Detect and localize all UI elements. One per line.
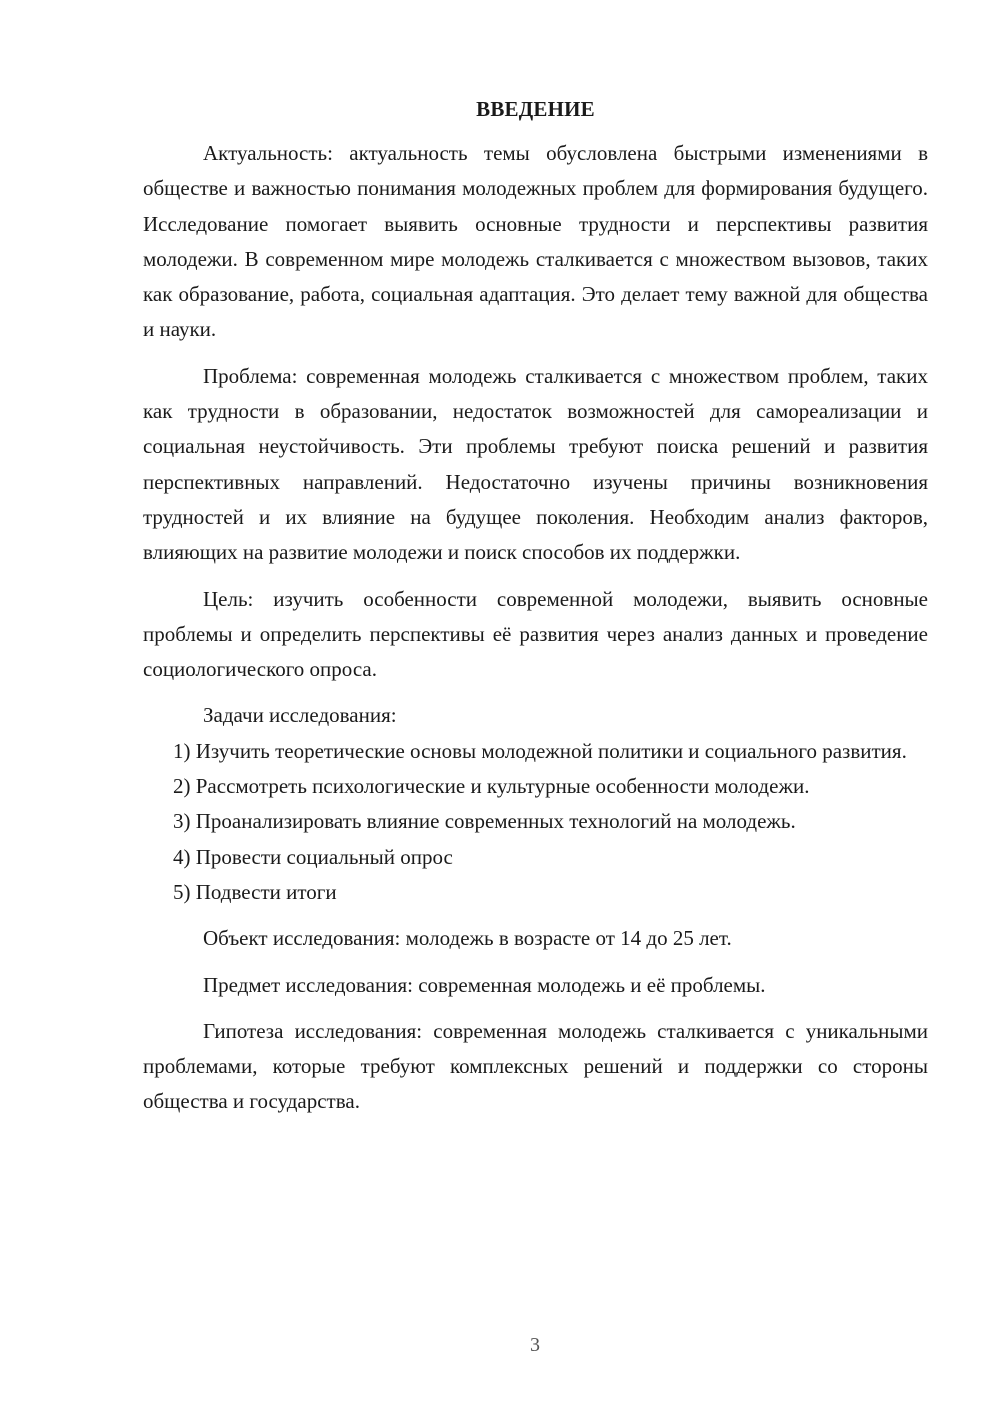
tasks-heading: Задачи исследования: xyxy=(203,703,397,728)
list-item: 5) Подвести итоги xyxy=(173,879,337,904)
tasks-list xyxy=(143,734,928,910)
list-item: 2) Рассмотреть психологические и культурные особенности молодежи. xyxy=(173,774,810,799)
list-item: 3) Проанализировать влияние современных технологий на молодежь. xyxy=(173,809,796,834)
page-number: 3 xyxy=(530,1334,540,1356)
paragraph-problem: Проблема: современная молодежь сталкивается с множеством проблем, таких как трудности в образовании, недостаток возможностей для самореализации и социальная неустойчивость. Эти проблемы требуют поиска решений и развития перспективных направлений. Недостаточно изучены причины возникновения трудностей и их влияние на будущее поколения. Необходим анализ факторов, влияющих на развитие молодежи и поиск способов их поддержки. xyxy=(143,363,928,565)
paragraph-object: Объект исследования: молодежь в возрасте от 14 до 25 лет. xyxy=(203,926,732,951)
paragraph-relevance: Актуальность: актуальность темы обусловлена быстрыми изменениями в обществе и важностью понимания молодежных проблем для формирования будущего. Исследование помогает выявить основные трудности и перспективы развития молодежи. В современном мире молодежь сталкивается с множеством вызовов, таких как образование, работа, социальная адаптация. Это делает тему важной для общества и науки. xyxy=(143,141,928,342)
list-item: 1) Изучить теоретические основы молодежной политики и социального развития. xyxy=(173,738,907,763)
document-page xyxy=(143,92,928,1120)
paragraph-goal: Цель: изучить особенности современной молодежи, выявить основные проблемы и определить перспективы её развития через анализ данных и проведение социологического опроса. xyxy=(143,586,928,682)
list-item: 4) Провести социальный опрос xyxy=(173,844,453,869)
paragraph-subject: Предмет исследования: современная молодежь и её проблемы. xyxy=(203,972,766,997)
document-title: ВВЕДЕНИЕ xyxy=(476,97,595,121)
paragraph-hypothesis: Гипотеза исследования: современная молодежь сталкивается с уникальными проблемами, которые требуют комплексных решений и поддержки со стороны общества и государства. xyxy=(143,1018,928,1114)
